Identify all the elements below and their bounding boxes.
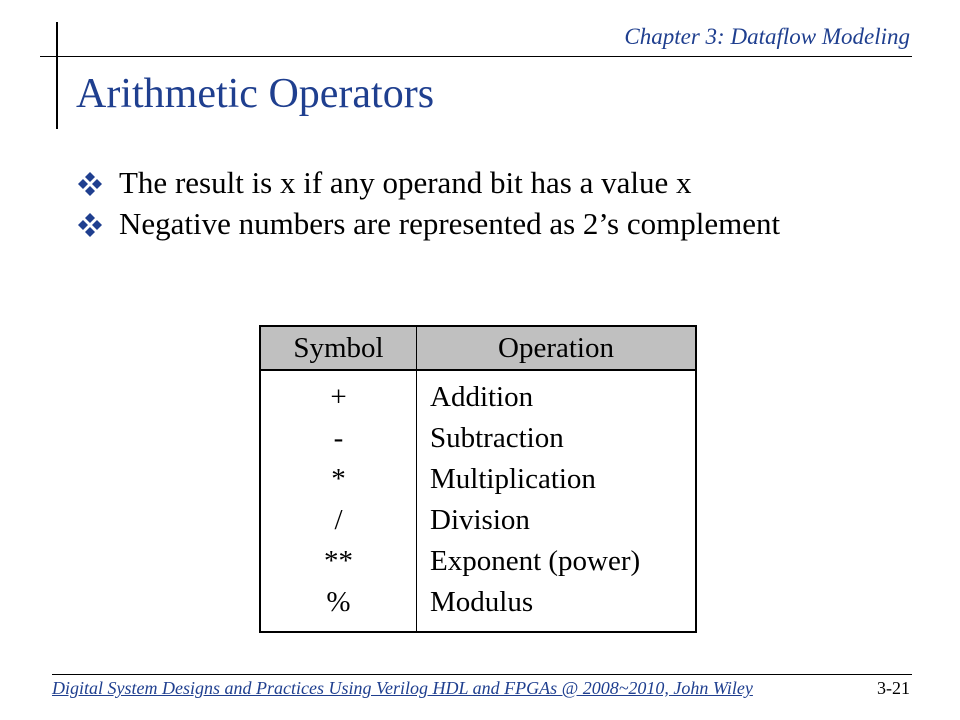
operation-cell: Exponent (power) (417, 541, 697, 582)
operation-cell: Division (417, 500, 697, 541)
symbol-cell: + (260, 370, 417, 418)
bullet-item (78, 162, 798, 203)
operation-cell: Multiplication (417, 459, 697, 500)
footer-rule (52, 674, 912, 675)
header-rule (40, 56, 912, 57)
symbol-cell: * (260, 459, 417, 500)
symbol-cell: % (260, 582, 417, 632)
column-header-symbol: Symbol (260, 326, 417, 370)
four-diamond-bullet-icon (78, 213, 102, 237)
table-header-row (260, 326, 696, 370)
table-row (260, 418, 696, 459)
left-accent-line (56, 22, 58, 129)
operators-table (259, 325, 697, 633)
symbol-cell: ** (260, 541, 417, 582)
bullet-text: Negative numbers are represented as 2’s complement (119, 206, 781, 241)
operation-cell: Modulus (417, 582, 697, 632)
symbol-cell: - (260, 418, 417, 459)
operation-cell: Subtraction (417, 418, 697, 459)
table-row (260, 541, 696, 582)
table-row (260, 582, 696, 632)
symbol-cell: / (260, 500, 417, 541)
operation-cell: Addition (417, 370, 697, 418)
four-diamond-bullet-icon (78, 172, 102, 196)
table-row (260, 500, 696, 541)
table-row (260, 459, 696, 500)
column-header-operation: Operation (417, 326, 697, 370)
slide-title: Arithmetic Operators (76, 71, 435, 117)
chapter-heading: Chapter 3: Dataflow Modeling (624, 24, 910, 49)
bullet-text: The result is x if any operand bit has a value x (119, 165, 692, 200)
footer-citation: Digital System Designs and Practices Using Verilog HDL and FPGAs @ 2008~2010, John Wiley (52, 678, 753, 698)
bullet-list (78, 162, 798, 244)
bullet-item (78, 203, 798, 244)
table-row (260, 370, 696, 418)
page-number: 3-21 (877, 678, 910, 698)
